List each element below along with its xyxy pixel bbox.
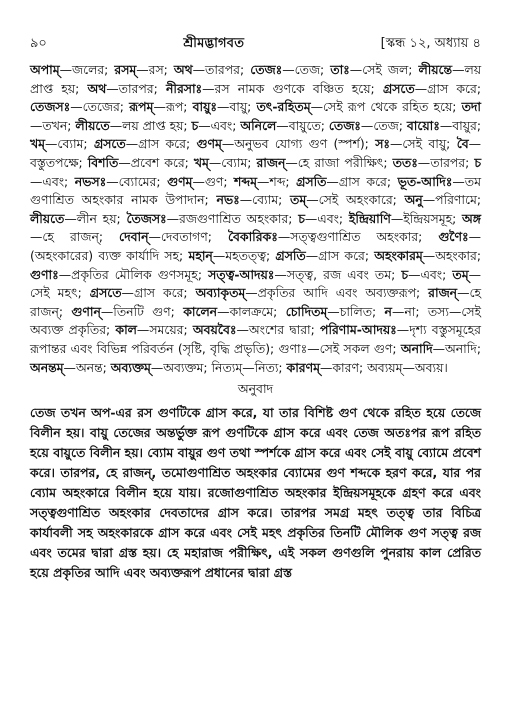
synonym-meaning: —তারপর;	[417, 154, 475, 170]
synonym-term: মহান্	[188, 247, 213, 263]
synonym-meaning: —সেই রূপ থেকে রহিত হয়ে;	[310, 99, 462, 115]
synonym-term: তেজঃ	[250, 62, 283, 77]
synonym-term: অথ	[87, 80, 107, 96]
synonym-meaning: —তিনটি গুণ;	[100, 303, 184, 319]
translation-text: তেজ তখন অপ-এর রস গুণটিকে গ্রাস করে, যা তার বিশিষ্ট গুণ থেকে রহিত হয়ে তেজে বিলীন হয়। বায়ু তেজের অন্তর্ভুক্ত রূপ গুণটিকে গ্রাস করে এবং তেজ অতঃপর রূপ রহিত হয়ে বায়ুতে বিলীন হয়। ব্যোম বায়ুর গুণ তথা স্পর্শকে গ্রাস করে এবং সেই বায়ু ব্যোমে প্রবেশ করে। তারপর, হে রাজন্, তমোগুণাশ্রিত অহংকার ব্যোমের গুণ শব্দকে হরণ করে, যার পর ব্যোম অহংকারে বিলীন হয়ে যায়। রজোগুণাশ্রিত অহংকার ইন্দ্রিয়সমূহকে গ্রহণ করে এবং সত্ত্বগুণাশ্রিত অহংকার দেবতাদের গ্রাস করে। তারপর সমগ্র মহৎ তত্ত্ব তার বিচিত্র কার্যাবলী সহ অহংকারকে গ্রাস করে এবং সেই মহৎ প্রকৃতির তিনটি মৌলিক গুণ সত্ত্ব রজ এবং তমের দ্বারা গ্রস্ত হয়। হে মহারাজ পরীক্ষিৎ, এই সকল গুণগুলি পুনরায় কাল প্রেরিত হয়ে প্রকৃতির আদি এবং অব্যক্তরূপ প্রধানের দ্বারা গ্রস্ত	[30, 405, 481, 581]
book-title: শ্রীমদ্ভাগবত	[183, 36, 245, 51]
synonym-term: গ্রসতি	[275, 247, 306, 263]
synonym-term: অব্যক্তম্	[110, 359, 151, 375]
synonym-meaning: —গ্রাস করে;	[305, 247, 375, 263]
synonym-term: ইন্দ্রিয়াণি	[348, 210, 391, 226]
synonym-meaning: —তেজ;	[360, 117, 407, 133]
translation-heading: অনুবাদ	[237, 381, 274, 397]
synonym-meaning: —রস নামক গুণকে বঞ্চিত হয়ে;	[202, 80, 383, 96]
synonym-term: লীয়তে	[75, 117, 110, 133]
synonym-term: অনু	[404, 192, 423, 208]
synonym-term: ন	[384, 303, 392, 319]
synonym-meaning: —গ্রাস করে;	[326, 173, 398, 189]
synonym-term: চ	[474, 154, 481, 170]
synonym-meaning: —ব্যোম;	[208, 154, 257, 170]
synonym-term: রাজন্	[256, 154, 286, 170]
synonym-meaning: —অনন্ত;	[63, 359, 111, 375]
synonym-term: গ্রসতে	[382, 80, 415, 96]
synonym-term: দেবান্	[119, 229, 149, 245]
synonym-term: বায়োঃ	[406, 117, 440, 133]
synonym-meaning: —তেজ;	[282, 62, 331, 77]
synonym-meaning: —ব্যোম;	[45, 136, 94, 152]
synonym-term: সত্ত্ব-আদয়ঃ	[208, 266, 275, 282]
word-meanings	[30, 61, 481, 377]
synonym-term: চ	[401, 266, 409, 282]
synonym-meaning: —প্রবেশ করে;	[118, 154, 194, 170]
synonym-meaning: —হে রাজন্;	[30, 285, 481, 319]
synonym-term: শব্দম্	[234, 173, 257, 189]
synonym-meaning: —তারপর;	[106, 80, 167, 96]
synonym-term: কারণম্	[286, 359, 320, 375]
synonym-meaning: —রজগুণাশ্রিত অহংকার;	[166, 210, 299, 226]
synonym-term: অঙ্গ	[462, 210, 481, 226]
synonym-term: তৈজসঃ	[126, 210, 167, 226]
synonym-term: বৈকারিকঃ	[228, 229, 278, 245]
synonym-meaning: —সেই অহংকারে;	[306, 192, 405, 208]
synonym-meaning: —বস্তুতপক্ষে;	[30, 136, 482, 170]
synonym-term: খম্	[193, 154, 209, 170]
synonym-meaning: —হে রাজন্;	[30, 229, 120, 245]
synonym-term: লীয়তে	[30, 210, 65, 226]
synonym-meaning: —এবং;	[30, 173, 75, 189]
synonym-meaning: —প্রকৃতির আদি এবং অব্যক্তরূপ;	[245, 285, 429, 301]
synonym-term: তদা	[461, 99, 481, 115]
synonym-term: কাল	[115, 322, 137, 338]
synonym-meaning: —দৃশ্য বস্তুসমূহের রূপান্তর এবং বিভিন্ন পরিবর্তন (সৃষ্টি, বৃদ্ধি প্রভৃতি); গুণাঃ—সেই সকল গুণ;	[30, 322, 481, 356]
synonym-term: গুণৈঃ	[438, 229, 469, 245]
synonym-meaning: —পরিণামে;	[422, 192, 481, 208]
synonym-meaning: —তারপর;	[192, 62, 251, 77]
synonym-term: গ্রসতি	[296, 173, 327, 189]
synonym-term: গুণাঃ	[30, 266, 59, 282]
translation-body	[30, 403, 481, 583]
synonym-term: অহংকারম্	[374, 247, 423, 263]
synonym-meaning: —এবং;	[198, 117, 241, 133]
page-number: ৯০	[30, 36, 47, 51]
synonym-meaning: —না; তস্য—সেই অব্যক্ত প্রকৃতির;	[30, 303, 481, 338]
synonym-meaning: —সেই জল;	[349, 62, 419, 77]
synonym-term: গ্রসতে	[93, 136, 126, 152]
synonym-meaning: —জলের;	[59, 62, 115, 77]
synonym-meaning: —এবং;	[408, 266, 453, 282]
page-header	[30, 34, 481, 55]
synonym-term: অপাম্	[30, 62, 60, 77]
synonym-term: রসম্	[114, 62, 137, 77]
synonym-term: অব্যাকৃতম্	[195, 285, 246, 301]
synonym-term: নভঃ	[216, 192, 240, 208]
synonym-meaning: —লীন হয়;	[64, 210, 127, 226]
synonym-meaning: —তেজের;	[70, 99, 130, 115]
synonym-term: রূপম্	[129, 99, 154, 115]
synonym-term: ততঃ	[392, 154, 418, 170]
synonym-term: নভসঃ	[74, 173, 107, 189]
synonym-meaning: —হে রাজা পরীক্ষিৎ;	[285, 154, 393, 170]
synonym-meaning: —তম গুণাশ্রিত অহংকার নামক উপাদান;	[30, 173, 481, 208]
synonym-meaning: —বায়ুতে;	[276, 117, 329, 133]
synonym-term: অনাদি	[400, 340, 433, 356]
synonym-meaning: —ব্যোম;	[239, 192, 291, 208]
synonym-meaning: —তখন;	[30, 117, 76, 133]
synonym-term: তৎ-রহিতম্	[256, 99, 311, 115]
synonym-meaning: —সেই বায়ু;	[390, 136, 457, 152]
synonym-meaning: —ব্যোমের;	[106, 173, 168, 189]
synonym-meaning: —প্রকৃতির মৌলিক গুণসমূহ;	[58, 266, 209, 282]
synonym-term: কালেন	[183, 303, 218, 319]
synonym-term: চ	[298, 210, 305, 226]
synonym-term: বিশতি	[87, 154, 119, 170]
synonym-meaning: —রূপ;	[153, 99, 193, 115]
synonym-term: গুণম্	[196, 136, 222, 152]
synonym-term: অবয়বৈঃ	[192, 322, 237, 338]
synonym-term: গুণম্	[167, 173, 193, 189]
synonym-term: রাজন্	[428, 285, 458, 301]
synonym-meaning: —রস;	[136, 62, 174, 77]
synonym-meaning: —অহংকার;	[422, 247, 482, 263]
synonym-term: তেজঃ	[328, 117, 361, 133]
synonym-term: চোদিতম্	[285, 303, 328, 319]
synonym-meaning: —কালক্রমে;	[217, 303, 286, 319]
synonym-meaning: —চালিত;	[327, 303, 385, 319]
synonym-term: নীরসাঃ	[166, 80, 203, 96]
synonym-term: বৈ	[456, 136, 469, 152]
synonym-meaning: —লয় প্রাপ্ত হয়;	[30, 62, 482, 96]
synonym-meaning: —মহতত্ত্ব;	[212, 247, 276, 263]
synonym-meaning: —দেবতাগণ;	[148, 229, 228, 245]
synonym-term: অথ	[173, 62, 193, 77]
synonym-meaning: —বায়ু;	[216, 99, 257, 115]
synonym-meaning: —এবং;	[304, 210, 349, 226]
synonym-meaning: —(অহংকারের) ব্যক্ত কার্যাদি সহ;	[30, 229, 481, 263]
synonym-term: লীয়ন্তে	[418, 62, 453, 77]
synonym-term: চ	[191, 117, 199, 133]
synonym-term: তম্	[290, 192, 307, 208]
synonym-meaning: —সত্ত্ব, রজ এবং তম;	[274, 266, 402, 282]
synonym-meaning: —অনুভব যোগ্য গুণ (স্পর্শ);	[221, 136, 376, 152]
synonym-meaning: —অংশের দ্বারা;	[236, 322, 321, 338]
synonym-meaning: —সেই মহৎ;	[30, 266, 481, 301]
synonym-term: ভূত-আদিঃ	[397, 173, 453, 189]
synonym-term: গুণান্	[71, 303, 101, 319]
synonym-meaning: —বায়ুর;	[439, 117, 481, 133]
synonym-meaning: —সত্ত্বগুণাশ্রিত অহংকার;	[277, 229, 439, 245]
synonym-meaning: —অব্যক্তম; নিত্যম্—নিত্য;	[150, 359, 287, 375]
synonym-meaning: —শব্দ;	[256, 173, 297, 189]
synonym-meaning: —লয় প্রাপ্ত হয়;	[109, 117, 192, 133]
synonym-term: খম্	[30, 136, 46, 152]
synonym-meaning: —গ্রাস করে;	[125, 136, 197, 152]
synonym-term: গ্রসতে	[89, 285, 122, 301]
synonym-term: তেজসঃ	[30, 99, 71, 115]
synonym-meaning: —গুণ;	[192, 173, 235, 189]
synonym-term: তম্	[452, 266, 469, 282]
chapter-reference: [স্কন্ধ ১২, অধ্যায় ৪	[380, 36, 481, 51]
synonym-meaning: —কারণ; অব্যয়ম্—অব্যয়।	[320, 359, 448, 375]
synonym-term: পরিণাম-আদয়ঃ	[320, 322, 397, 338]
synonym-term: বায়ুঃ	[192, 99, 217, 115]
synonym-term: সঃ	[375, 136, 390, 152]
synonym-meaning: —অনাদি;	[432, 340, 481, 356]
synonym-term: তাঃ	[330, 62, 350, 77]
synonym-meaning: —গ্রাস করে;	[121, 285, 196, 301]
synonym-meaning: —ইন্দ্রিয়সমূহ;	[390, 210, 463, 226]
synonym-term: অনন্তম্	[30, 359, 64, 375]
synonym-meaning: —সময়ের;	[136, 322, 193, 338]
synonym-term: অনিলে	[240, 117, 277, 133]
synonym-meaning: —গ্রাস করে;	[414, 80, 482, 96]
